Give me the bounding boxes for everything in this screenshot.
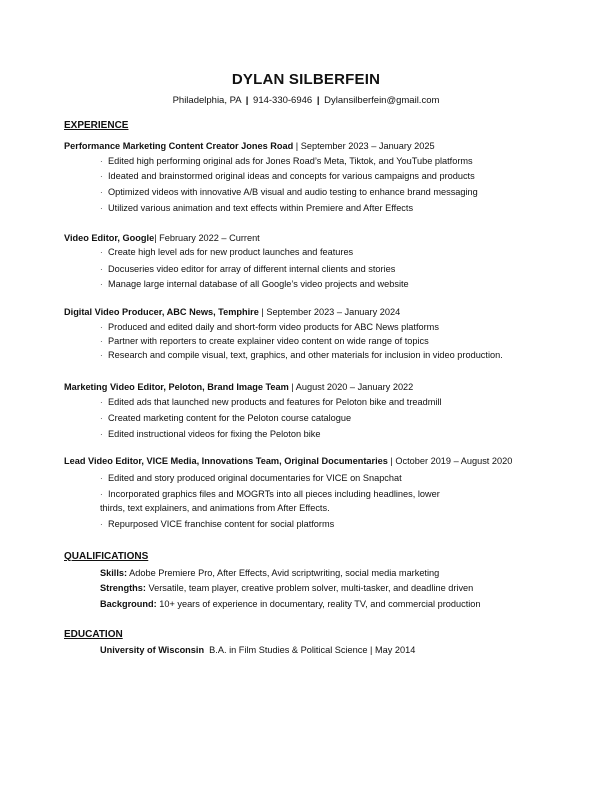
- job-header-peloton: [64, 382, 413, 393]
- experience-heading: EXPERIENCE: [64, 120, 129, 131]
- job-bullet: · Create high level ads for new product launches and features: [100, 247, 354, 257]
- bullet-icon: ·: [100, 188, 103, 197]
- education-heading: EDUCATION: [64, 629, 123, 640]
- qualification-text: Adobe Premiere Pro, After Effects, Avid scriptwriting, social media marketing: [127, 568, 440, 578]
- contact-phone: 914-330-6946: [253, 95, 313, 106]
- qualification-label: Background:: [100, 599, 157, 609]
- bullet-icon: ·: [100, 398, 103, 407]
- job-bullet: · Edited and story produced original documentaries for VICE on Snapchat: [100, 473, 402, 483]
- qualification-label: Skills:: [100, 568, 128, 578]
- job-title: Lead Video Editor, VICE Media, Innovations Team, Original Documentaries: [64, 456, 388, 466]
- job-bullet: · Research and compile visual, text, graphics, and other materials for inclusion in video production.: [100, 350, 503, 360]
- bullet-icon: ·: [100, 414, 103, 423]
- job-title: Video Editor, Google: [64, 233, 155, 243]
- job-dates: | October 2019 – August 2020: [387, 456, 513, 466]
- qualification-strengths: [100, 583, 473, 594]
- contact-email: Dylansilberfein@gmail.com: [324, 95, 440, 106]
- education-entry: [100, 645, 415, 656]
- job-dates: | September 2023 – January 2024: [258, 307, 401, 317]
- job-dates: | August 2020 – January 2022: [288, 382, 414, 392]
- job-bullet: · Created marketing content for the Peloton course catalogue: [100, 413, 352, 423]
- qualification-skills: [100, 568, 439, 579]
- bullet-icon: ·: [100, 474, 103, 483]
- job-dates: | September 2023 – January 2025: [293, 141, 435, 151]
- job-header-jones-road: [64, 141, 435, 152]
- job-bullet: · Edited ads that launched new products and features for Peloton bike and treadmill: [100, 397, 442, 407]
- contact-location: Philadelphia, PA: [172, 95, 242, 106]
- job-title: Digital Video Producer, ABC News, Temphire: [64, 307, 259, 317]
- qualification-label: Strengths:: [100, 583, 146, 593]
- job-bullet: · Manage large internal database of all Google’s video projects and website: [100, 279, 409, 289]
- contact-separator: |: [245, 95, 249, 106]
- bullet-icon: ·: [100, 265, 103, 274]
- qualification-text: 10+ years of experience in documentary, reality TV, and commercial production: [156, 599, 481, 609]
- bullet-icon: ·: [100, 204, 103, 213]
- qualifications-heading: QUALIFICATIONS: [64, 551, 149, 562]
- job-title: Performance Marketing Content Creator Jones Road: [64, 141, 294, 151]
- bullet-icon: ·: [100, 490, 103, 499]
- job-bullet: · Repurposed VICE franchise content for social platforms: [100, 519, 335, 529]
- bullet-icon: ·: [100, 280, 103, 289]
- job-header-vice: [64, 456, 512, 467]
- bullet-icon: ·: [100, 430, 103, 439]
- qualification-background: [100, 599, 481, 610]
- bullet-icon: ·: [100, 351, 103, 360]
- job-bullet: · Ideated and brainstormed original ideas and concepts for various campaigns and products: [100, 171, 475, 181]
- job-title: Marketing Video Editor, Peloton, Brand Image Team: [64, 382, 289, 392]
- job-bullet-continuation: thirds, text explainers, and animations from After Effects.: [100, 503, 330, 513]
- bullet-icon: ·: [100, 172, 103, 181]
- job-bullet: · Docuseries video editor for array of different internal clients and stories: [100, 264, 396, 274]
- contact-line: [0, 95, 612, 106]
- job-header-abc-news: [64, 307, 400, 318]
- job-bullet: · Partner with reporters to create explainer video content on wide range of topics: [100, 336, 429, 346]
- job-bullet: · Produced and edited daily and short-form video products for ABC News platforms: [100, 322, 439, 332]
- job-bullet: · Optimized videos with innovative A/B visual and audio testing to enhance brand messaging: [100, 187, 478, 197]
- resume-name: DYLAN SILBERFEIN: [231, 71, 381, 88]
- bullet-icon: ·: [100, 520, 103, 529]
- job-bullet: · Edited high performing original ads for Jones Road’s Meta, Tiktok, and YouTube platforms: [100, 156, 473, 166]
- job-bullet: · Incorporated graphics files and MOGRTs into all pieces including headlines, lower: [100, 489, 440, 499]
- education-detail: B.A. in Film Studies & Political Science | May 2014: [204, 645, 416, 655]
- bullet-icon: ·: [100, 337, 103, 346]
- job-bullet: · Utilized various animation and text effects within Premiere and After Effects: [100, 203, 414, 213]
- education-school: University of Wisconsin: [100, 645, 205, 655]
- qualification-text: Versatile, team player, creative problem solver, multi-tasker, and deadline driven: [145, 583, 474, 593]
- bullet-icon: ·: [100, 323, 103, 332]
- contact-separator: |: [316, 95, 320, 106]
- job-header-google: [64, 233, 260, 244]
- job-bullet: · Edited instructional videos for fixing the Peloton bike: [100, 429, 321, 439]
- bullet-icon: ·: [100, 157, 103, 166]
- bullet-icon: ·: [100, 248, 103, 257]
- job-dates: | February 2022 – Current: [154, 233, 260, 243]
